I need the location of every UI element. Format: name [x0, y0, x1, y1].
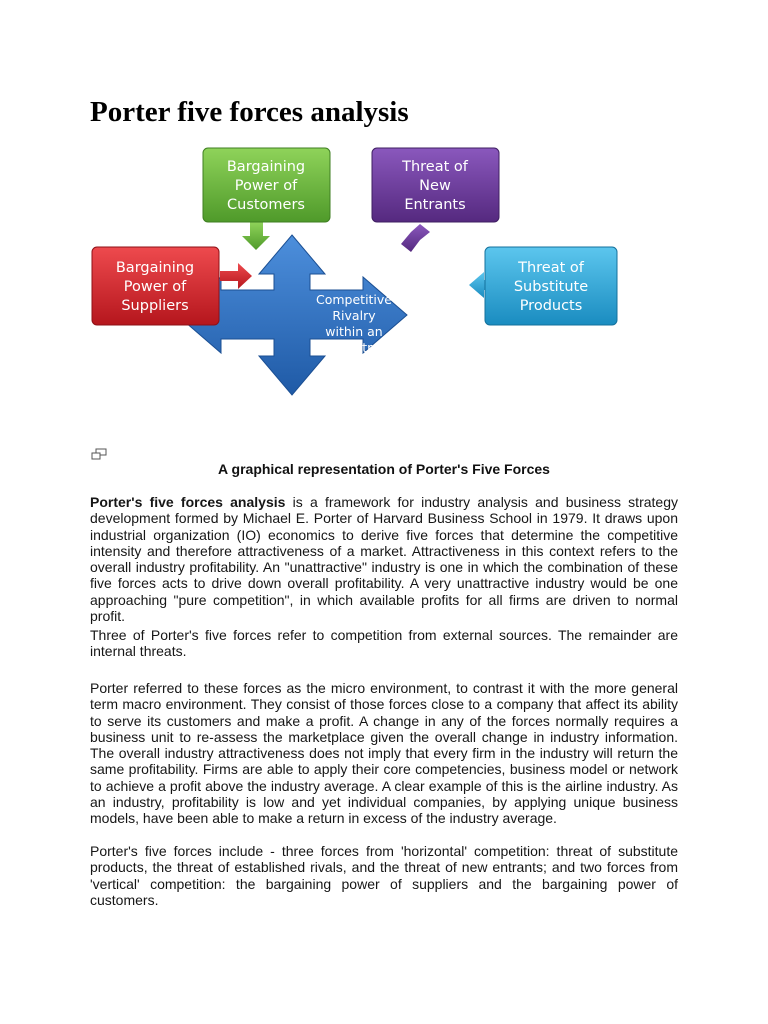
substitutes-label-line-3: Products	[519, 298, 583, 314]
suppliers-label-line-2: Power of	[123, 279, 187, 295]
customers-label-line-1: Bargaining	[226, 159, 306, 175]
center-label-line-2: Rivalry	[332, 308, 376, 323]
substitutes-label-line-1: Threat of	[518, 260, 584, 276]
substitutes-label-line-2: Substitute	[513, 279, 589, 295]
customers-label-line-3: Customers	[227, 197, 305, 213]
paragraph-micro-environment: Porter referred to these forces as the micro environment, to contrast it with the more general term macro environment. They consist of those forces close to a company that affect its ability to serve its customers and make a profit. A change in any of the forces normally requires a business unit to re-assess the marketplace given the overall change in industry information. The overall industry attractiveness does not imply that every firm in the industry will return the same profitability. Firms are able to apply their core competencies, business model or network to achieve a profit above the industry average. A clear example of this is the airline industry. As an industry, profitability is low and yet individual companies, by applying unique business models, have been able to make a return in excess of the industry average.	[90, 680, 678, 827]
center-label-line-4: Industry	[328, 340, 380, 355]
customers-connector-arrow	[242, 222, 270, 250]
center-label-line-1: Competitive	[315, 292, 393, 307]
customers-label-line-2: Power of	[234, 178, 298, 194]
paragraph-intro-lead: Porter's five forces analysis	[90, 494, 286, 510]
threat-new-entrants-box	[372, 148, 499, 222]
entrants-label-line-1: Threat of	[402, 159, 468, 175]
entrants-label-line-2: New	[419, 178, 451, 194]
bargaining-power-suppliers-box	[92, 247, 219, 325]
paragraph-intro	[90, 494, 678, 624]
page-title: Porter five forces analysis	[90, 96, 409, 128]
five-forces-diagram	[80, 140, 640, 430]
suppliers-label-line-1: Bargaining	[115, 260, 195, 276]
paragraph-intro-body: is a framework for industry analysis and business strategy development formed by Michael E. Porter of Harvard Business School in 1979. It draws upon industrial organization (IO) economics to derive five forces that determine the competitive intensity and therefore attractiveness of a market. Attractiveness in this context refers to the overall industry profitability. An "unattractive" industry is one in which the combination of these five forces acts to drive down overall profitability. A very unattractive industry would be one approaching "pure competition", in which available profits for all firms are driven to normal profit.	[90, 494, 678, 625]
threat-substitute-products-box	[485, 247, 617, 325]
figure-caption: A graphical representation of Porter's Five Forces	[218, 461, 550, 477]
embedded-image-icon	[91, 448, 107, 460]
entrants-connector-arrow	[401, 224, 430, 252]
paragraph-external-forces: Three of Porter's five forces refer to competition from external sources. The remainder are internal threats.	[90, 627, 678, 660]
paragraph-horizontal-vertical: Porter's five forces include - three forces from 'horizontal' competition: threat of substitute products, the threat of established rivals, and the threat of new entrants; and two forces from 'vertical' competition: the bargaining power of suppliers and the bargaining power of customers.	[90, 843, 678, 908]
bargaining-power-customers-box	[203, 148, 330, 222]
entrants-label-line-3: Entrants	[404, 197, 466, 213]
suppliers-connector-arrow	[220, 263, 252, 289]
competitive-rivalry-label	[316, 292, 392, 355]
suppliers-label-line-3: Suppliers	[121, 298, 189, 314]
center-label-line-3: within an	[325, 324, 383, 339]
